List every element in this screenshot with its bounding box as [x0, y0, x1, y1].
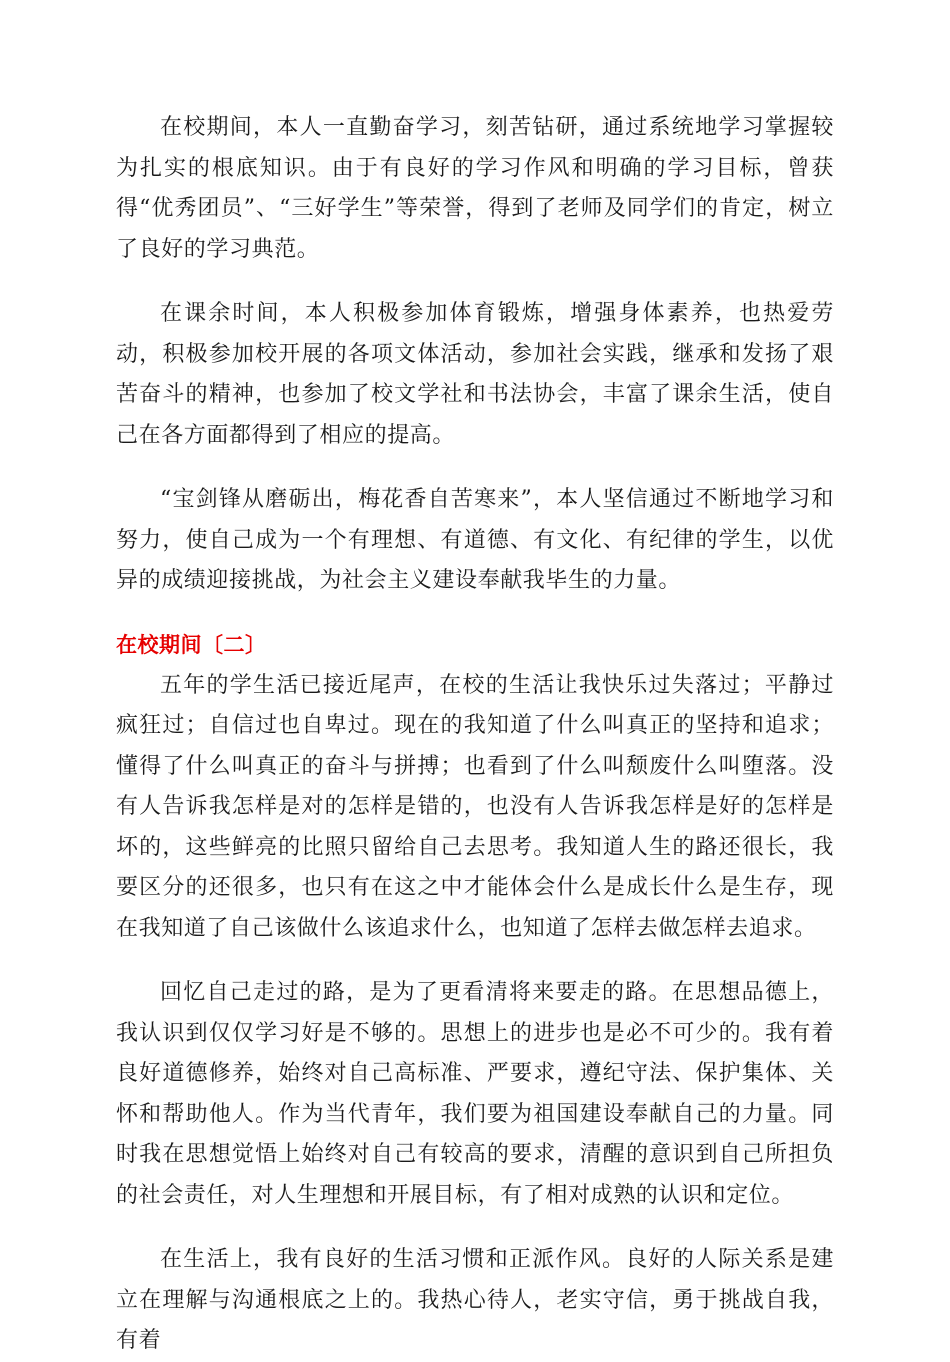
paragraph-life: 在生活上，我有良好的生活习惯和正派作风。良好的人际关系是建立在理解与沟通根底之上的。我热心待人，老实守信，勇于挑战自我，有着: [116, 1247, 834, 1353]
paragraph-reflection: 五年的学生活已接近尾声，在校的生活让我快乐过失落过；平静过疯狂过；自信过也自卑过。现在的我知道了什么叫真正的坚持和追求；懂得了什么叫真正的奋斗与拼搏；也看到了什么叫颓废什么叫堕落。没有人告诉我怎样是对的怎样是错的，也没有人告诉我怎样是好的怎样是坏的，这些鲜亮的比照只留给自己去思考。我知道人生的路还很长，我要区分的还很多，也只有在这之中才能体会什么是成长什么是生存，现在我知道了自己该做什么该追求什么，也知道了怎样去做怎样去追求。: [116, 672, 834, 941]
paragraph-activities: 在课余时间，本人积极参加体育锻炼，增强身体素养，也热爱劳动，积极参加校开展的各项文体活动，参加社会实践，继承和发扬了艰苦奋斗的精神，也参加了校文学社和书法协会，丰富了课余生活，使自己在各方面都得到了相应的提高。: [116, 301, 834, 448]
section-heading: 在校期间〔二〕: [116, 632, 267, 657]
paragraph-study: 在校期间，本人一直勤奋学习，刻苦钻研，通过系统地学习掌握较为扎实的根底知识。由于有良好的学习作风和明确的学习目标，曾获得“优秀团员”、“三好学生”等荣誉，得到了老师及同学们的肯定，树立了良好的学习典范。: [116, 115, 834, 262]
paragraph-ideology: 回忆自己走过的路，是为了更看清将来要走的路。在思想品德上，我认识到仅仅学习好是不够的。思想上的进步也是必不可少的。我有着良好道德修养，始终对自己高标准、严要求，遵纪守法、保护集体、关怀和帮助他人。作为当代青年，我们要为祖国建设奉献自己的力量。同时我在思想觉悟上始终对自己有较高的要求，清醒的意识到自己所担负的社会责任，对人生理想和开展目标，有了相对成熟的认识和定位。: [116, 980, 834, 1208]
document-body: [116, 108, 834, 1362]
paragraph-quote: “宝剑锋从磨砺出，梅花香自苦寒来”，本人坚信通过不断地学习和努力，使自己成为一个有理想、有道德、有文化、有纪律的学生，以优异的成绩迎接挑战，为社会主义建设奉献我毕生的力量。: [116, 487, 834, 593]
